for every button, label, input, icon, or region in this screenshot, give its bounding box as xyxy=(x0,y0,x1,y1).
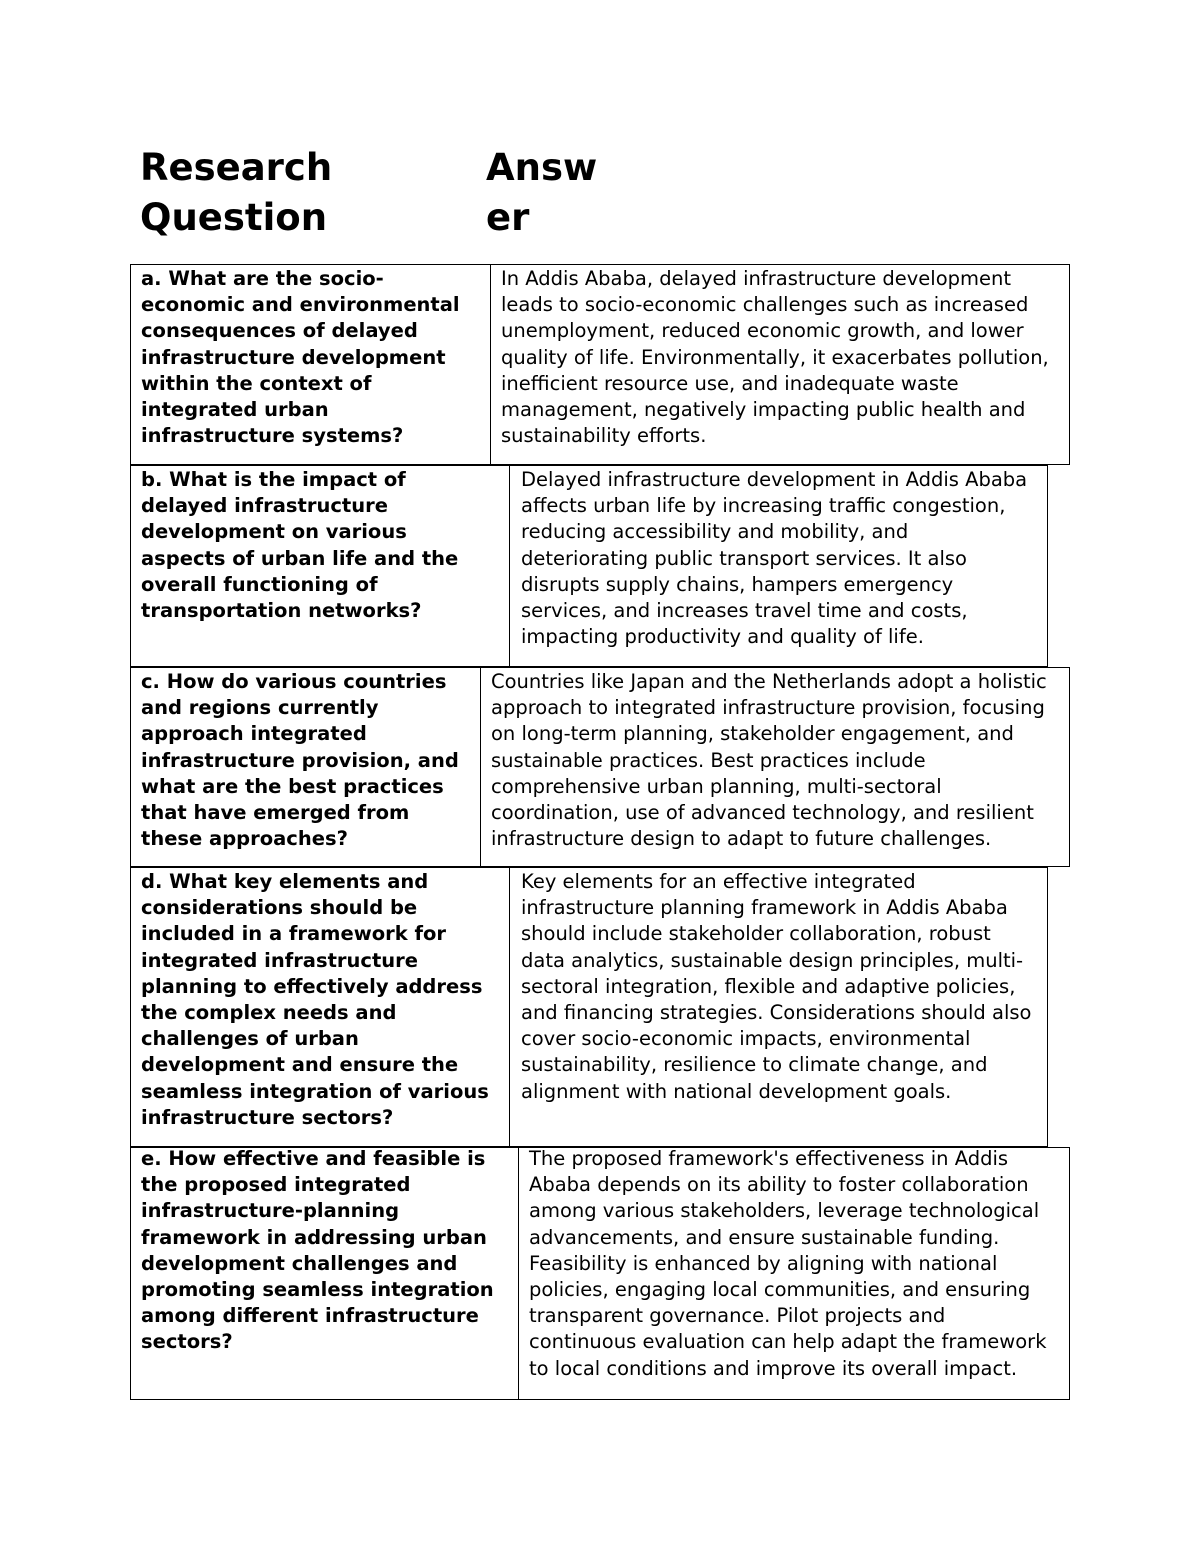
column-divider xyxy=(480,668,481,866)
answer-cell-e: The proposed framework's effectiveness in Addis Ababa depends on its ability to foster collaboration among various stakeholders, leverage technological advancements, and ensure sustainable funding. Feasibility is enhanced by aligning with national policies, engaging local communities, and ensuring transparent governance. Pilot projects and continuous evaluation can help adapt the framework to local conditions and improve its overall impact. xyxy=(529,1147,1047,1380)
table-row-c xyxy=(130,667,1070,867)
column-divider xyxy=(490,265,491,464)
answer-cell-d: Key elements for an effective integrated infrastructure planning framework in Addis Ababa should include stakeholder collaboration, robust data analytics, sustainable design principles, multi- sectoral integration, flexible and adaptive policies, and financing strategies. Considerations should also cover socio-economic impacts, environmental sustainability, resilience to climate change, and alignment with national development goals. xyxy=(521,870,1032,1103)
question-cell-e: e. How effective and feasible is the proposed integrated infrastructure-planning framework in addressing urban development challenges and promoting seamless integration among different infrastructure sectors? xyxy=(141,1147,494,1354)
column-divider xyxy=(518,1148,519,1399)
question-cell-c: c. How do various countries and regions currently approach integrated infrastructure provision, and what are the best practices that have emerged from these approaches? xyxy=(141,670,459,851)
table-row-b xyxy=(130,465,1048,667)
question-cell-d: d. What key elements and considerations should be included in a framework for integrated infrastructure planning to effectively address the complex needs and challenges of urban development and ensure the seamless integration of various infrastructure sectors? xyxy=(141,870,489,1129)
table-row-e xyxy=(130,1147,1070,1400)
header-answer: Answ er xyxy=(486,146,598,239)
answer-cell-b: Delayed infrastructure development in Addis Ababa affects urban life by increasing traffic congestion, reducing accessibility and mobility, and deteriorating public transport services. It also disrupts supply chains, hampers emergency services, and increases travel time and costs, impacting productivity and quality of life. xyxy=(521,468,1028,649)
column-divider xyxy=(509,868,510,1146)
question-cell-b: b. What is the impact of delayed infrastructure development on various aspects of urban life and the overall functioning of transportation networks? xyxy=(141,468,459,623)
question-cell-a: a. What are the socio- economic and environmental consequences of delayed infrastructure development within the context of integrated urban infrastructure systems? xyxy=(141,267,460,448)
column-divider xyxy=(509,466,510,666)
table-row-a xyxy=(130,264,1070,465)
table-row-d xyxy=(130,867,1048,1147)
header-research-question: Research Question xyxy=(140,146,333,239)
answer-cell-a: In Addis Ababa, delayed infrastructure development leads to socio-economic challenges such as increased unemployment, reduced economic growth, and lower quality of life. Environmentally, it exacerbates pollution, inefficient resource use, and inadequate waste management, negatively impacting public health and sustainability efforts. xyxy=(501,267,1049,448)
answer-cell-c: Countries like Japan and the Netherlands adopt a holistic approach to integrated infrastructure provision, focusing on long-term planning, stakeholder engagement, and sustainable practices. Best practices include comprehensive urban planning, multi-sectoral coordination, use of advanced technology, and resilient infrastructure design to adapt to future challenges. xyxy=(491,670,1047,851)
